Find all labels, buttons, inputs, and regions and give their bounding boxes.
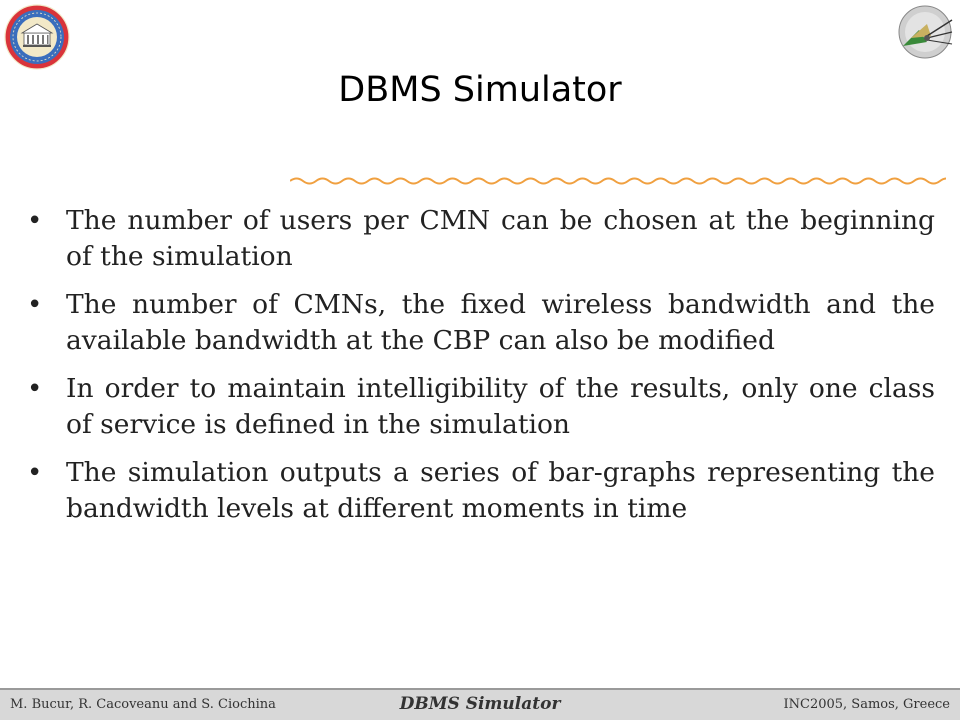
conference-emblem-logo [897, 2, 957, 64]
bullet-text: The simulation outputs a series of bar-graphs representing the bandwidth levels at different moments in time [66, 457, 935, 524]
bullet-item [25, 371, 935, 443]
conference-emblem-icon [897, 2, 957, 64]
bullet-text: The number of CMNs, the fixed wireless bandwidth and the available bandwidth at the CBP can also be modified [66, 289, 935, 356]
footer-title: DBMS Simulator [399, 694, 561, 714]
bullet-dot: • [27, 374, 43, 404]
bullet-text: The number of users per CMN can be chosen at the beginning of the simulation [66, 205, 935, 272]
bullet-dot: • [27, 458, 43, 488]
bullet-item [25, 455, 935, 527]
university-seal-logo [4, 2, 70, 72]
politehnica-seal-icon [4, 2, 70, 72]
wavy-divider [290, 172, 946, 190]
footer-authors: M. Bucur, R. Cacoveanu and S. Ciochina [10, 697, 276, 712]
bullet-list [25, 203, 935, 539]
bullet-text: In order to maintain intelligibility of the results, only one class of service is defined in the simulation [66, 373, 935, 440]
bullet-item [25, 203, 935, 275]
slide-title: DBMS Simulator [338, 70, 622, 110]
bullet-item [25, 287, 935, 359]
bullet-dot: • [27, 206, 43, 236]
bullet-dot: • [27, 290, 43, 320]
footer-conference: INC2005, Samos, Greece [783, 697, 950, 712]
slide-footer [0, 688, 960, 720]
